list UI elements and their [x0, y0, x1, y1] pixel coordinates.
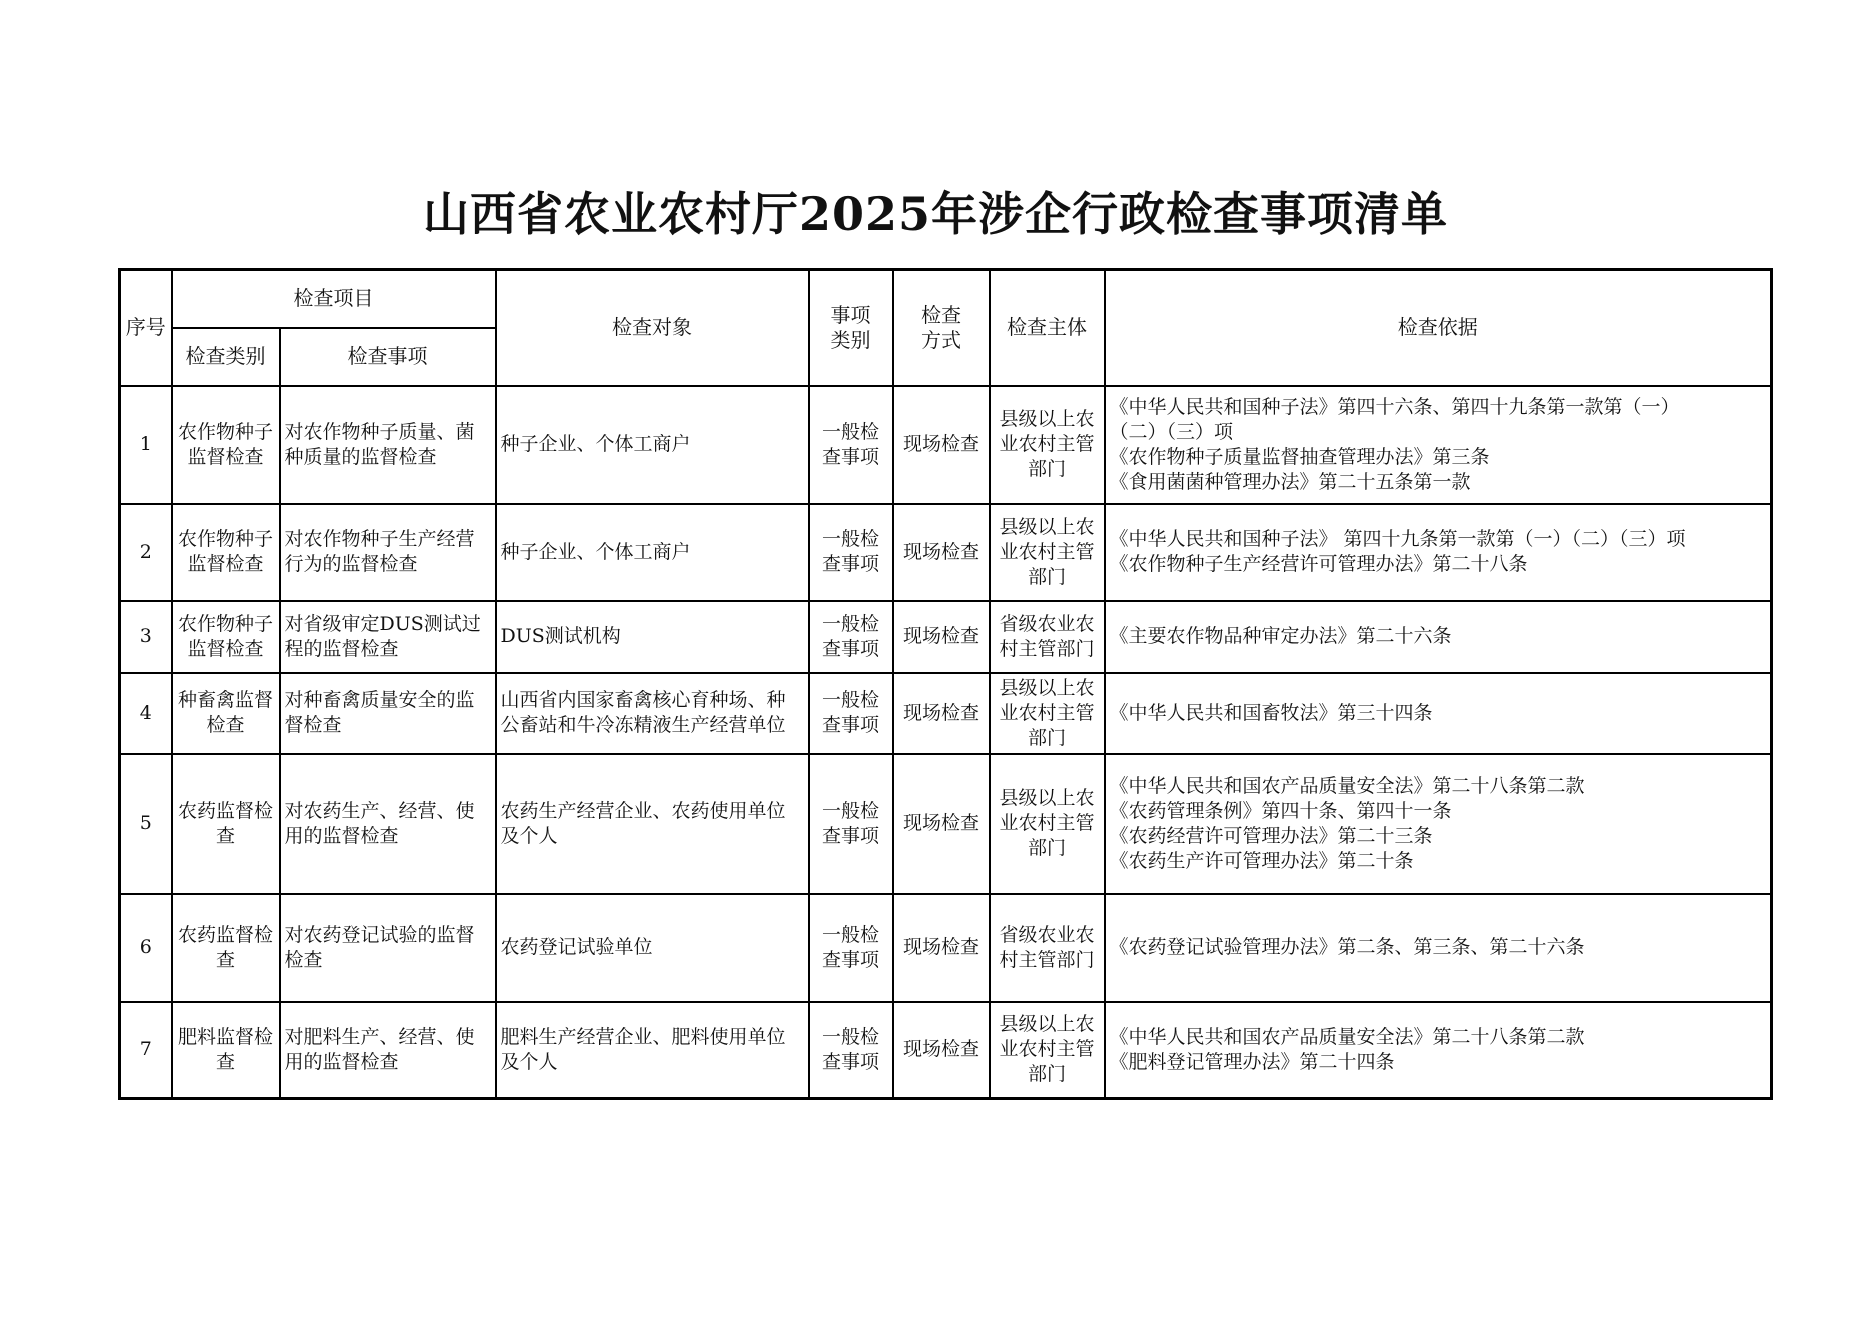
- row-basis: [1105, 386, 1772, 504]
- row-seq: 2: [120, 504, 172, 601]
- row-basis: [1105, 754, 1772, 894]
- row-subject: 省级农业农村主管部门: [990, 894, 1105, 1002]
- row-item: 对农作物种子生产经营行为的监督检查: [280, 504, 496, 601]
- row-seq: 4: [120, 673, 172, 754]
- row-subject: 县级以上农业农村主管部门: [990, 673, 1105, 754]
- basis-line: 《肥料登记管理办法》第二十四条: [1109, 1050, 1395, 1073]
- row-item: 对肥料生产、经营、使用的监督检查: [280, 1002, 496, 1099]
- row-method: 现场检查: [893, 1002, 990, 1099]
- basis-line: 《农药管理条例》第四十条、第四十一条: [1109, 799, 1452, 822]
- row-method: 现场检查: [893, 894, 990, 1002]
- row-basis: [1105, 601, 1772, 673]
- row-seq: 6: [120, 894, 172, 1002]
- row-target: 山西省内国家畜禽核心育种场、种公畜站和牛冷冻精液生产经营单位: [496, 673, 809, 754]
- row-method: 现场检查: [893, 754, 990, 894]
- basis-line: 《农药经营许可管理办法》第二十三条: [1109, 824, 1433, 847]
- row-item: 对农药生产、经营、使用的监督检查: [280, 754, 496, 894]
- row-category: 肥料监督检查: [172, 1002, 280, 1099]
- row-subject: 省级农业农村主管部门: [990, 601, 1105, 673]
- header-project: 检查项目: [172, 270, 496, 328]
- row-method: 现场检查: [893, 601, 990, 673]
- header-method: 检查方式: [893, 270, 990, 386]
- row-type: 一般检查事项: [809, 754, 893, 894]
- row-target: DUS测试机构: [496, 601, 809, 673]
- row-category: 农作物种子监督检查: [172, 601, 280, 673]
- basis-line: 《中华人民共和国农产品质量安全法》第二十八条第二款: [1109, 774, 1585, 797]
- row-target: 农药生产经营企业、农药使用单位及个人: [496, 754, 809, 894]
- row-seq: 1: [120, 386, 172, 504]
- basis-line: 《中华人民共和国种子法》 第四十九条第一款第（一）（二）（三）项: [1109, 528, 1686, 550]
- header-seq: 序号: [120, 270, 172, 386]
- row-item: 对种畜禽质量安全的监督检查: [280, 673, 496, 754]
- header-basis: 检查依据: [1105, 270, 1772, 386]
- row-subject: 县级以上农业农村主管部门: [990, 754, 1105, 894]
- row-type: 一般检查事项: [809, 894, 893, 1002]
- row-basis: [1105, 504, 1772, 601]
- row-method: 现场检查: [893, 386, 990, 504]
- row-type: 一般检查事项: [809, 1002, 893, 1099]
- row-category: 农药监督检查: [172, 754, 280, 894]
- row-item: 对省级审定DUS测试过程的监督检查: [280, 601, 496, 673]
- table-row: [120, 754, 1772, 894]
- header-target: 检查对象: [496, 270, 809, 386]
- table-row: [120, 1002, 1772, 1099]
- row-target: 农药登记试验单位: [496, 894, 809, 1002]
- row-category: 农作物种子监督检查: [172, 504, 280, 601]
- basis-line: 《农药生产许可管理办法》第二十条: [1109, 849, 1414, 872]
- row-type: 一般检查事项: [809, 504, 893, 601]
- header-item: 检查事项: [280, 328, 496, 386]
- row-subject: 县级以上农业农村主管部门: [990, 504, 1105, 601]
- row-target: 种子企业、个体工商户: [496, 386, 809, 504]
- basis-line: 《农作物种子生产经营许可管理办法》第二十八条: [1109, 553, 1528, 575]
- row-subject: 县级以上农业农村主管部门: [990, 386, 1105, 504]
- basis-line: 《主要农作物品种审定办法》第二十六条: [1109, 625, 1452, 647]
- row-seq: 3: [120, 601, 172, 673]
- basis-line: 《中华人民共和国农产品质量安全法》第二十八条第二款: [1109, 1025, 1585, 1048]
- row-method: 现场检查: [893, 673, 990, 754]
- table-row: [120, 673, 1772, 754]
- row-target: 种子企业、个体工商户: [496, 504, 809, 601]
- row-type: 一般检查事项: [809, 601, 893, 673]
- row-type: 一般检查事项: [809, 673, 893, 754]
- row-category: 种畜禽监督检查: [172, 673, 280, 754]
- table-row: [120, 504, 1772, 601]
- row-basis: [1105, 673, 1772, 754]
- basis-line: 《农作物种子质量监督抽查管理办法》第三条: [1109, 445, 1490, 468]
- basis-line: （二）（三）项: [1109, 420, 1234, 443]
- row-category: 农作物种子监督检查: [172, 386, 280, 504]
- row-category: 农药监督检查: [172, 894, 280, 1002]
- header-subject: 检查主体: [990, 270, 1105, 386]
- row-basis: [1105, 894, 1772, 1002]
- row-type: 一般检查事项: [809, 386, 893, 504]
- basis-line: 《中华人民共和国种子法》第四十六条、第四十九条第一款第（一）: [1109, 395, 1680, 418]
- row-item: 对农药登记试验的监督检查: [280, 894, 496, 1002]
- page-title: 山西省农业农村厅2025年涉企行政检查事项清单: [422, 187, 1449, 241]
- basis-line: 《中华人民共和国畜牧法》第三十四条: [1109, 701, 1433, 724]
- row-seq: 7: [120, 1002, 172, 1099]
- row-basis: [1105, 1002, 1772, 1099]
- header-category: 检查类别: [172, 328, 280, 386]
- table-row: [120, 894, 1772, 1002]
- basis-line: 《农药登记试验管理办法》第二条、第三条、第二十六条: [1109, 936, 1585, 958]
- table-row: [120, 386, 1772, 504]
- row-seq: 5: [120, 754, 172, 894]
- table-row: [120, 601, 1772, 673]
- row-target: 肥料生产经营企业、肥料使用单位及个人: [496, 1002, 809, 1099]
- row-method: 现场检查: [893, 504, 990, 601]
- inspection-table: [118, 268, 1773, 1100]
- row-item: 对农作物种子质量、菌种质量的监督检查: [280, 386, 496, 504]
- header-type: 事项类别: [809, 270, 893, 386]
- basis-line: 《食用菌菌种管理办法》第二十五条第一款: [1109, 470, 1471, 493]
- row-subject: 县级以上农业农村主管部门: [990, 1002, 1105, 1099]
